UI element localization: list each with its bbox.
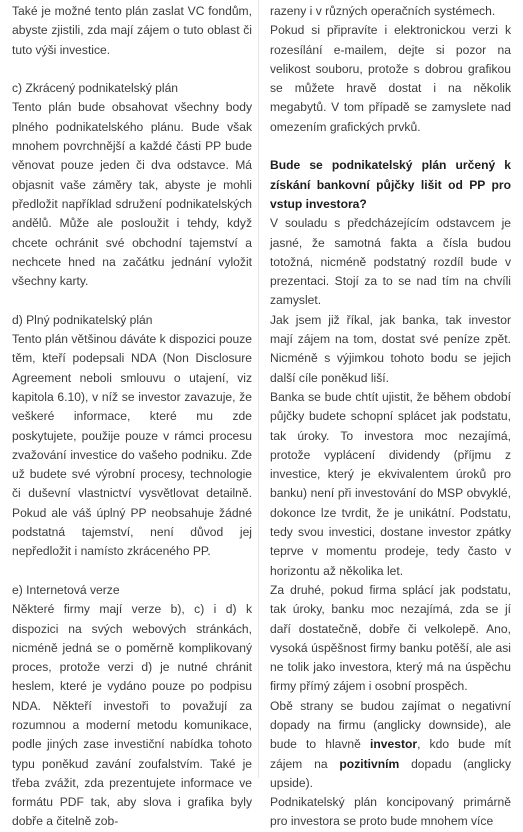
p5-text-end: dopadu (anglicky upside). bbox=[270, 756, 511, 790]
question-heading: Bude se podnikatelský plán určený k získání bankovní půjčky lišit od PP pro vstup investora? bbox=[270, 158, 511, 211]
section-d-body: Tento plán většinou dáváte k dispozici pouze těm, kteří podepsali NDA (Non Disclosure Agreement neboli smlouvu o utajení, viz kapitola 6.10), v níž se investor zavazuje, že veškeré informace, které mu zde poskytujete, použije pouze v rámci procesu zvažování investice do vašeho podniku. Zde už budete své výrobní procesy, technologie či duševní vlastnictví vysvětlovat detailně. Pokud ale váš úplný PP neobsahuje žádné podstatná tajemství, není důvod jej nepředložit i namísto zkráceného PP. bbox=[12, 332, 252, 559]
section-e-body: Některé firmy mají verze b), c) i d) k dispozici na svých webových stránkách, nicméně jedná se o poměrně komplikovaný proces, protože verzi d) je nutné chránit heslem, které je vydáno pouze po podpisu NDA. Někteří investoři to považují za rozumnou a moderní metodu komunikace, podle jiných zase investiční nabídka tohoto typu poněkud zavání zoufalstvím. Také je třeba zvážit, zda prezentujete informace ve formátu PDF tak, aby slova i grafika byly dobře a čitelně zob- bbox=[12, 602, 252, 829]
answer-paragraph-3: Banka se bude chtít ujistit, že během období půjčky budete schopní splácet jak podstatu, tak úroky. To investora moc nezajímá, protože vyplácení dividendy (příjmu z investice, který je ekvivalentem úroků pro banku) není při investování do MSP obvyklé, dokonce lze tvrdit, že je unikátní. Podstatu, tedy svou investici, dostane investor zpátky teprve v momentu prodeje, tedy často v horizontu až několika let. bbox=[270, 389, 511, 578]
section-c-body: Tento plán bude obsahovat všechny body plného podnikatelského plánu. Bude však mnohem povrchnější a každé části PP bude věnovat pouze jeden či dva odstavce. Má objasnit vaše záměry tak, abyste je mohli předložit například sdružení podnikatelských andělů. Může ale posloužit i tehdy, když chcete ochránit své obchodní tajemství a nechcete hned na začátku jednání vyložit všechny karty. bbox=[12, 100, 252, 289]
continuation-text: razeny i v různých operačních systémech. bbox=[270, 4, 496, 18]
answer-paragraph-1: V souladu s předcházejícím odstavcem je jasné, že samotná fakta a čísla budou totožná, nicméně podstatný rozdíl bude v prezentaci. Stojí za to se nad tím na chvíli zamyslet. bbox=[270, 216, 511, 308]
p5-text-middle: , kdo bude mít zájem na bbox=[270, 737, 511, 771]
section-d-title: d) Plný podnikatelský plán bbox=[12, 312, 153, 327]
left-column bbox=[12, 2, 252, 832]
paragraph-gap bbox=[270, 137, 511, 156]
right-column bbox=[270, 2, 511, 832]
answer-paragraph-5 bbox=[270, 697, 511, 793]
paragraph-gap bbox=[12, 291, 252, 310]
column-divider bbox=[258, 0, 259, 778]
positive-emphasis: pozitivním bbox=[339, 756, 400, 771]
paragraph-gap bbox=[12, 562, 252, 581]
answer-paragraph-2: Jak jsem již říkal, jak banka, tak investor mají zájem na tom, dostat své peníze zpět. Nicméně s výjimkou tohoto bodu se jejich další cíle poněkud liší. bbox=[270, 312, 511, 385]
section-e-title: e) Internetová verze bbox=[12, 582, 120, 597]
email-note-paragraph: Pokud si připravíte i elektronickou verzi k rozesílání e-mailem, dejte si pozor na velikost souboru, protože s dobrou grafikou se můžete hravě dostat i na několik megabytů. V tom případě se zamyslete nad omezením grafických prvků. bbox=[270, 23, 511, 134]
intro-paragraph: Také je možné tento plán zaslat VC fondům, abyste zjistili, zda mají zájem o tuto oblast či tuto výši investice. bbox=[12, 4, 252, 57]
p5-text-start: Obě strany se budou zajímat o negativní dopady na firmu (anglicky downside), ale bude to hlavně bbox=[270, 698, 511, 752]
paragraph-gap bbox=[12, 60, 252, 79]
answer-paragraph-4: Za druhé, pokud firma splácí jak podstatu, tak úroky, banku moc nezajímá, zda se jí daří dostatečně, dobře či velkolepě. Ano, vysoká úspěšnost firmy banku potěší, ale asi ne tolik jako investora, který má na úspěchu firmy přímý zájem i osobní prospěch. bbox=[270, 582, 511, 694]
answer-paragraph-6: Podnikatelský plán koncipovaný primárně pro investora se proto bude mnohem více bbox=[270, 795, 511, 829]
investor-emphasis: investor bbox=[370, 737, 418, 752]
section-c-title: c) Zkrácený podnikatelský plán bbox=[12, 81, 179, 96]
